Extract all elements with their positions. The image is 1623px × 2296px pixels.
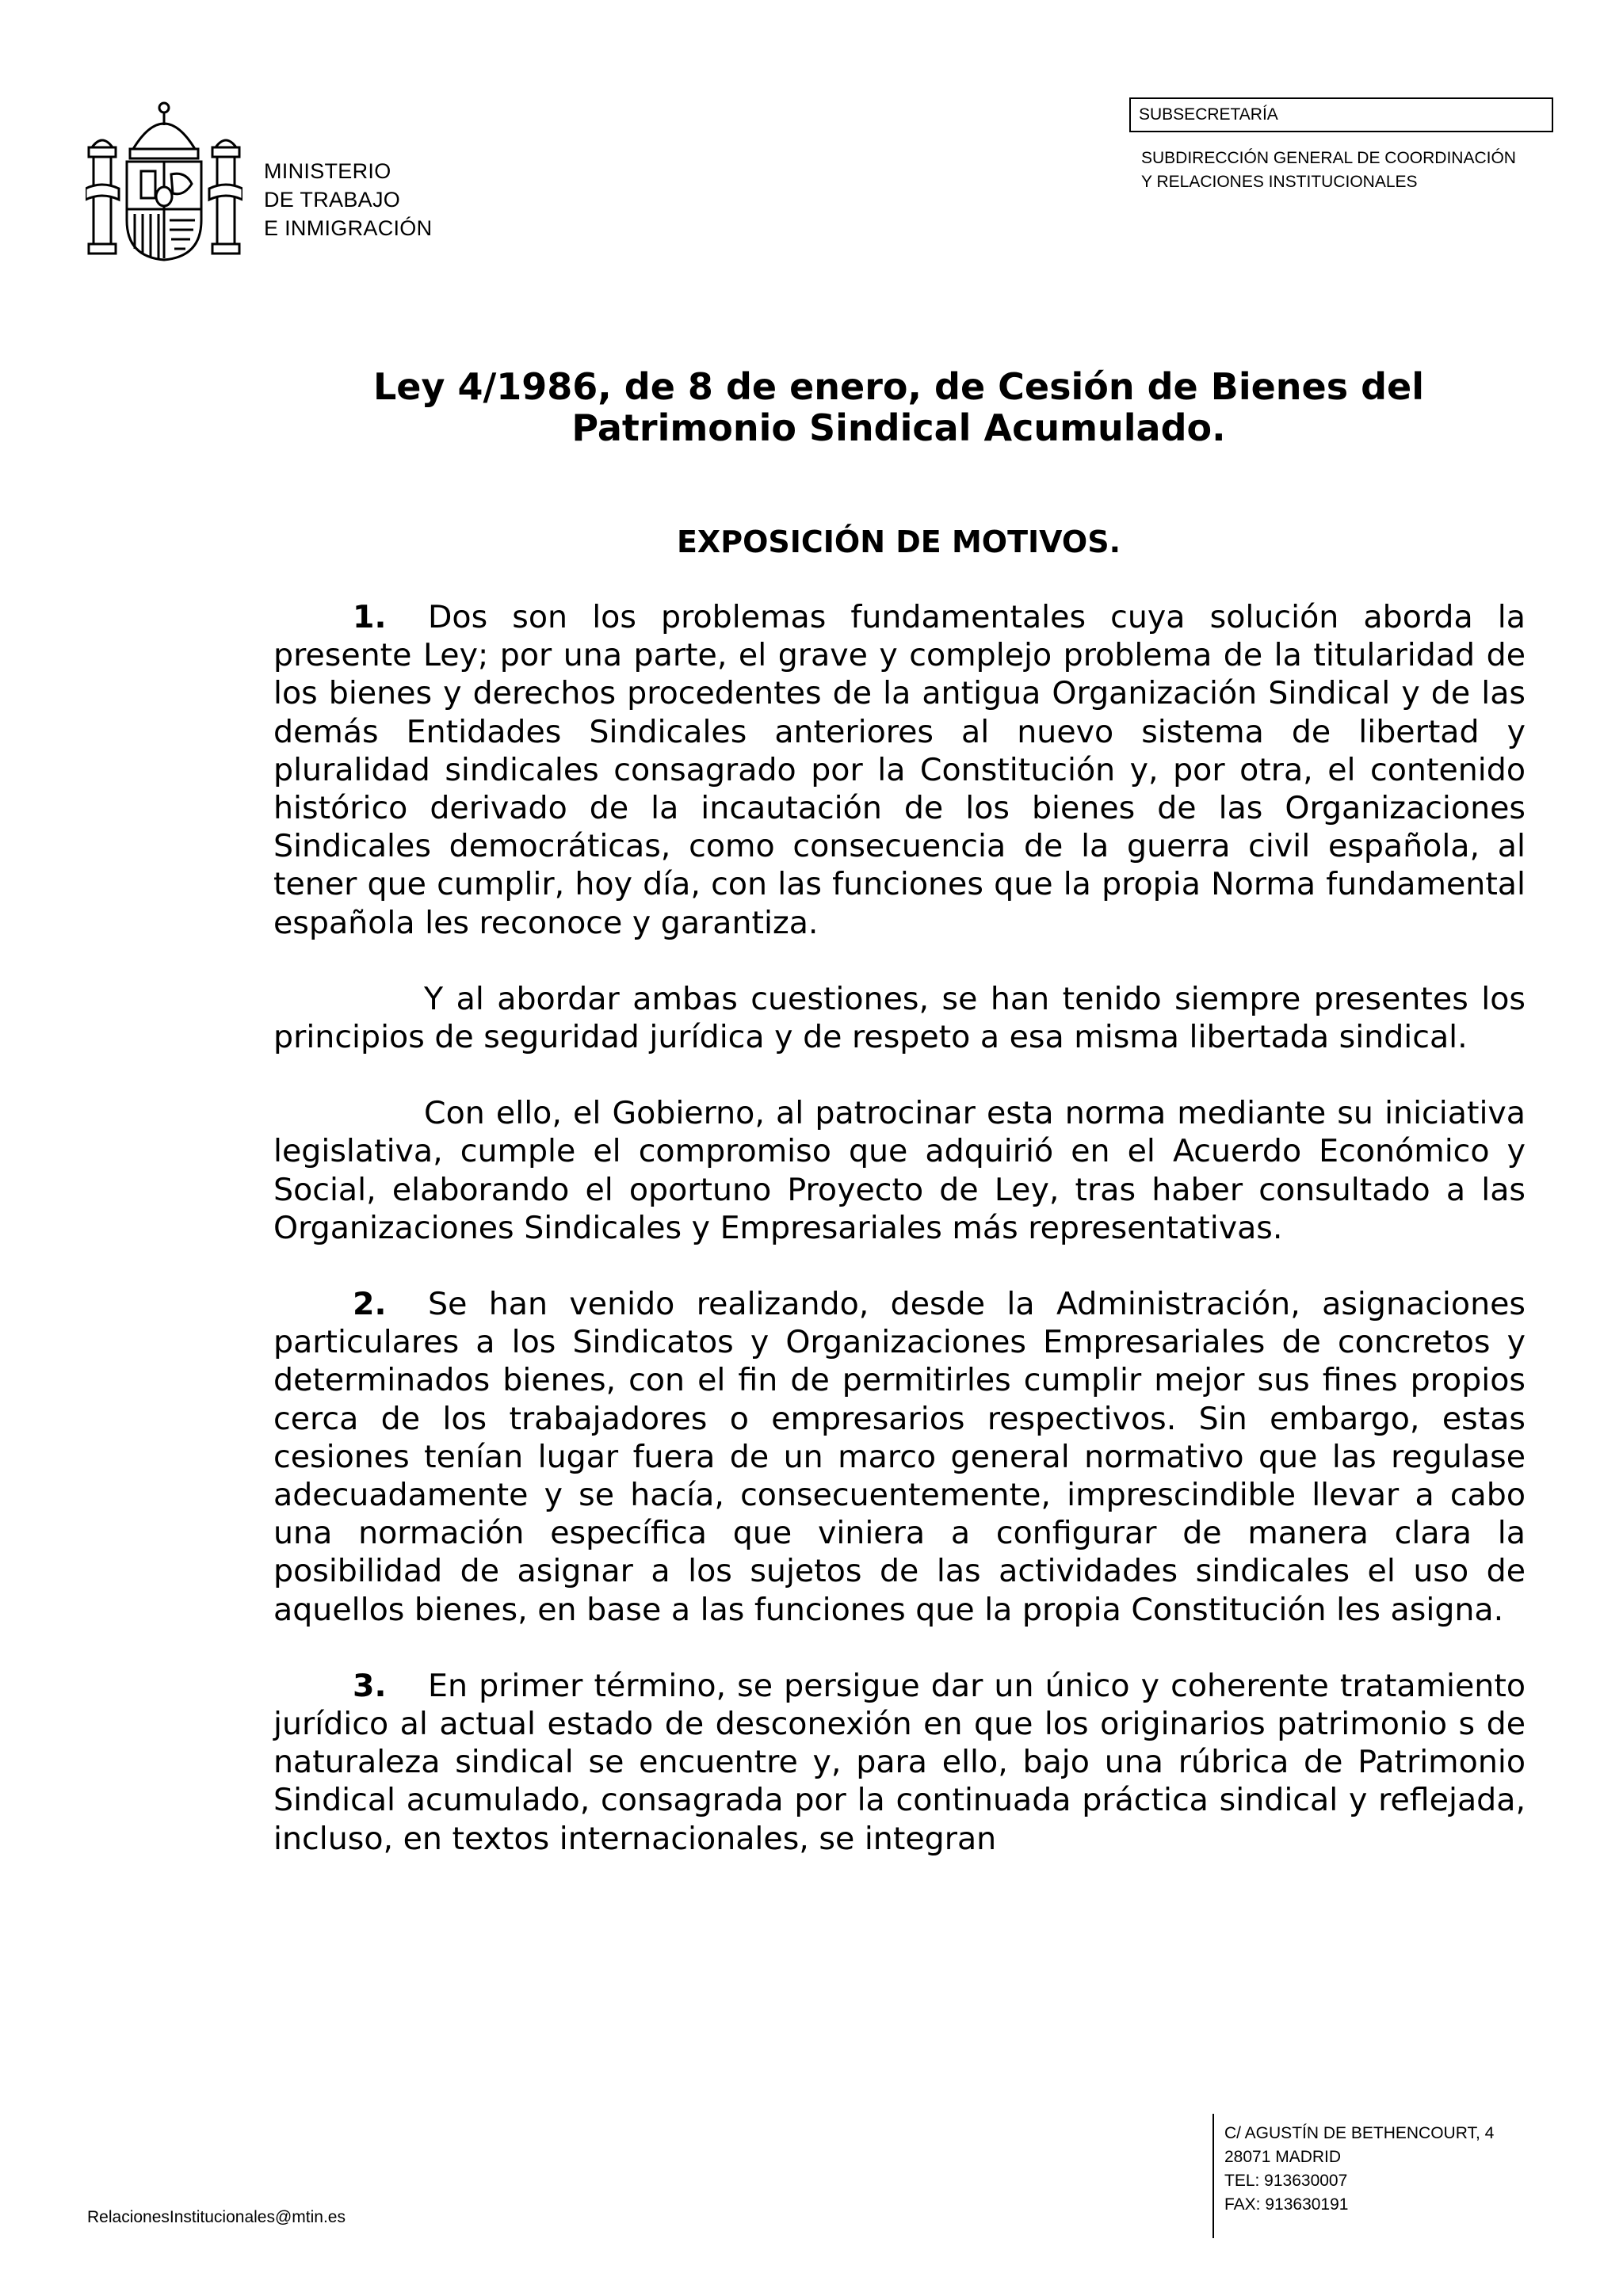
paragraph-text: En primer término, se persigue dar un único y coherente tratamiento jurídico al actual estado de desconexión en que los originarios patrimonio s de naturaleza sindical se encuentre y, para ello, bajo una rúbrica de Patrimonio Sindical acumulado, consagrada por la continuada práctica sindical y reflejada, incluso, en textos internacionales, se integran bbox=[273, 1667, 1526, 1857]
ministry-line: MINISTERIO bbox=[264, 159, 391, 183]
paragraph-text: Se han venido realizando, desde la Administración, asignaciones particulares a los Sindicatos y Organizaciones Empresariales de concretos y determinados bienes, con el fin de permitirles cumplir mejor sus fines propios cerca de los trabajadores o empresarios respectivos. Sin embargo, estas cesiones tenían lugar fuera de un marco general normativo que las regulase adecuadamente y se hacía, consecuentemente, imprescindible llevar a cabo una normación específica que viniera a configurar de manera clara la posibilidad de asignar a los sujetos de las actividades sindicales el uso de aquellos bienes, en base a las funciones que la propia Constitución les asigna. bbox=[273, 1286, 1526, 1628]
paragraph bbox=[273, 1667, 1526, 1858]
ministry-line: DE TRABAJO bbox=[264, 188, 401, 212]
title-line: Ley 4/1986, de 8 de enero, de Cesión de Bienes del bbox=[372, 365, 1425, 408]
paragraph bbox=[273, 980, 1526, 1056]
document-title bbox=[238, 366, 1560, 448]
coat-of-arms-icon bbox=[86, 101, 242, 261]
subsecretaria-box: SUBSECRETARÍA bbox=[1129, 97, 1553, 132]
ministry-name bbox=[264, 157, 432, 242]
subdireccion-name bbox=[1141, 147, 1516, 194]
paragraph-text: Y al abordar ambas cuestiones, se han tenido siempre presentes los principios de seguridad jurídica y de respeto a esa misma libertada sindical. bbox=[273, 980, 1526, 1056]
subdireccion-line: SUBDIRECCIÓN GENERAL DE COORDINACIÓN bbox=[1141, 149, 1516, 167]
footer-divider bbox=[1212, 2114, 1214, 2238]
paragraph-number: 1. bbox=[353, 599, 387, 635]
address-line: TEL: 913630007 bbox=[1224, 2172, 1348, 2190]
paragraph bbox=[273, 598, 1526, 942]
footer-email: RelacionesInstitucionales@mtin.es bbox=[87, 2208, 346, 2226]
address-line: C/ AGUSTÍN DE BETHENCOURT, 4 bbox=[1224, 2124, 1495, 2142]
paragraph-number: 3. bbox=[353, 1667, 387, 1704]
paragraph bbox=[273, 1285, 1526, 1629]
document-body bbox=[273, 598, 1526, 1896]
subdireccion-line: Y RELACIONES INSTITUCIONALES bbox=[1141, 173, 1418, 191]
paragraph-text: Dos son los problemas fundamentales cuya solución aborda la presente Ley; por una parte, el grave y complejo problema de la titularidad de los bienes y derechos procedentes de la antigua Organización Sindical y de las demás Entidades Sindicales anteriores al nuevo sistema de libertad y pluralidad sindicales consagrado por la Constitución y, por otra, el contenido histórico derivado de la incautación de los bienes de las Organizaciones Sindicales democráticas, como consecuencia de la guerra civil española, al tener que cumplir, hoy día, con las funciones que la propia Norma fundamental española les reconoce y garantiza. bbox=[273, 599, 1526, 941]
paragraph bbox=[273, 1094, 1526, 1247]
section-heading: EXPOSICIÓN DE MOTIVOS. bbox=[676, 524, 1121, 559]
address-line: 28071 MADRID bbox=[1224, 2148, 1342, 2166]
paragraph-text: Con ello, el Gobierno, al patrocinar esta norma mediante su iniciativa legislativa, cumple el compromiso que adquirió en el Acuerdo Económico y Social, elaborando el oportuno Proyecto de Ley, tras haber consultado a las Organizaciones Sindicales y Empresariales más representativas. bbox=[273, 1095, 1526, 1246]
footer-address bbox=[1224, 2122, 1494, 2217]
address-line: FAX: 913630191 bbox=[1224, 2195, 1349, 2214]
paragraph-number: 2. bbox=[353, 1286, 387, 1323]
ministry-line: E INMIGRACIÓN bbox=[264, 216, 433, 240]
title-line: Patrimonio Sindical Acumulado. bbox=[571, 406, 1226, 449]
